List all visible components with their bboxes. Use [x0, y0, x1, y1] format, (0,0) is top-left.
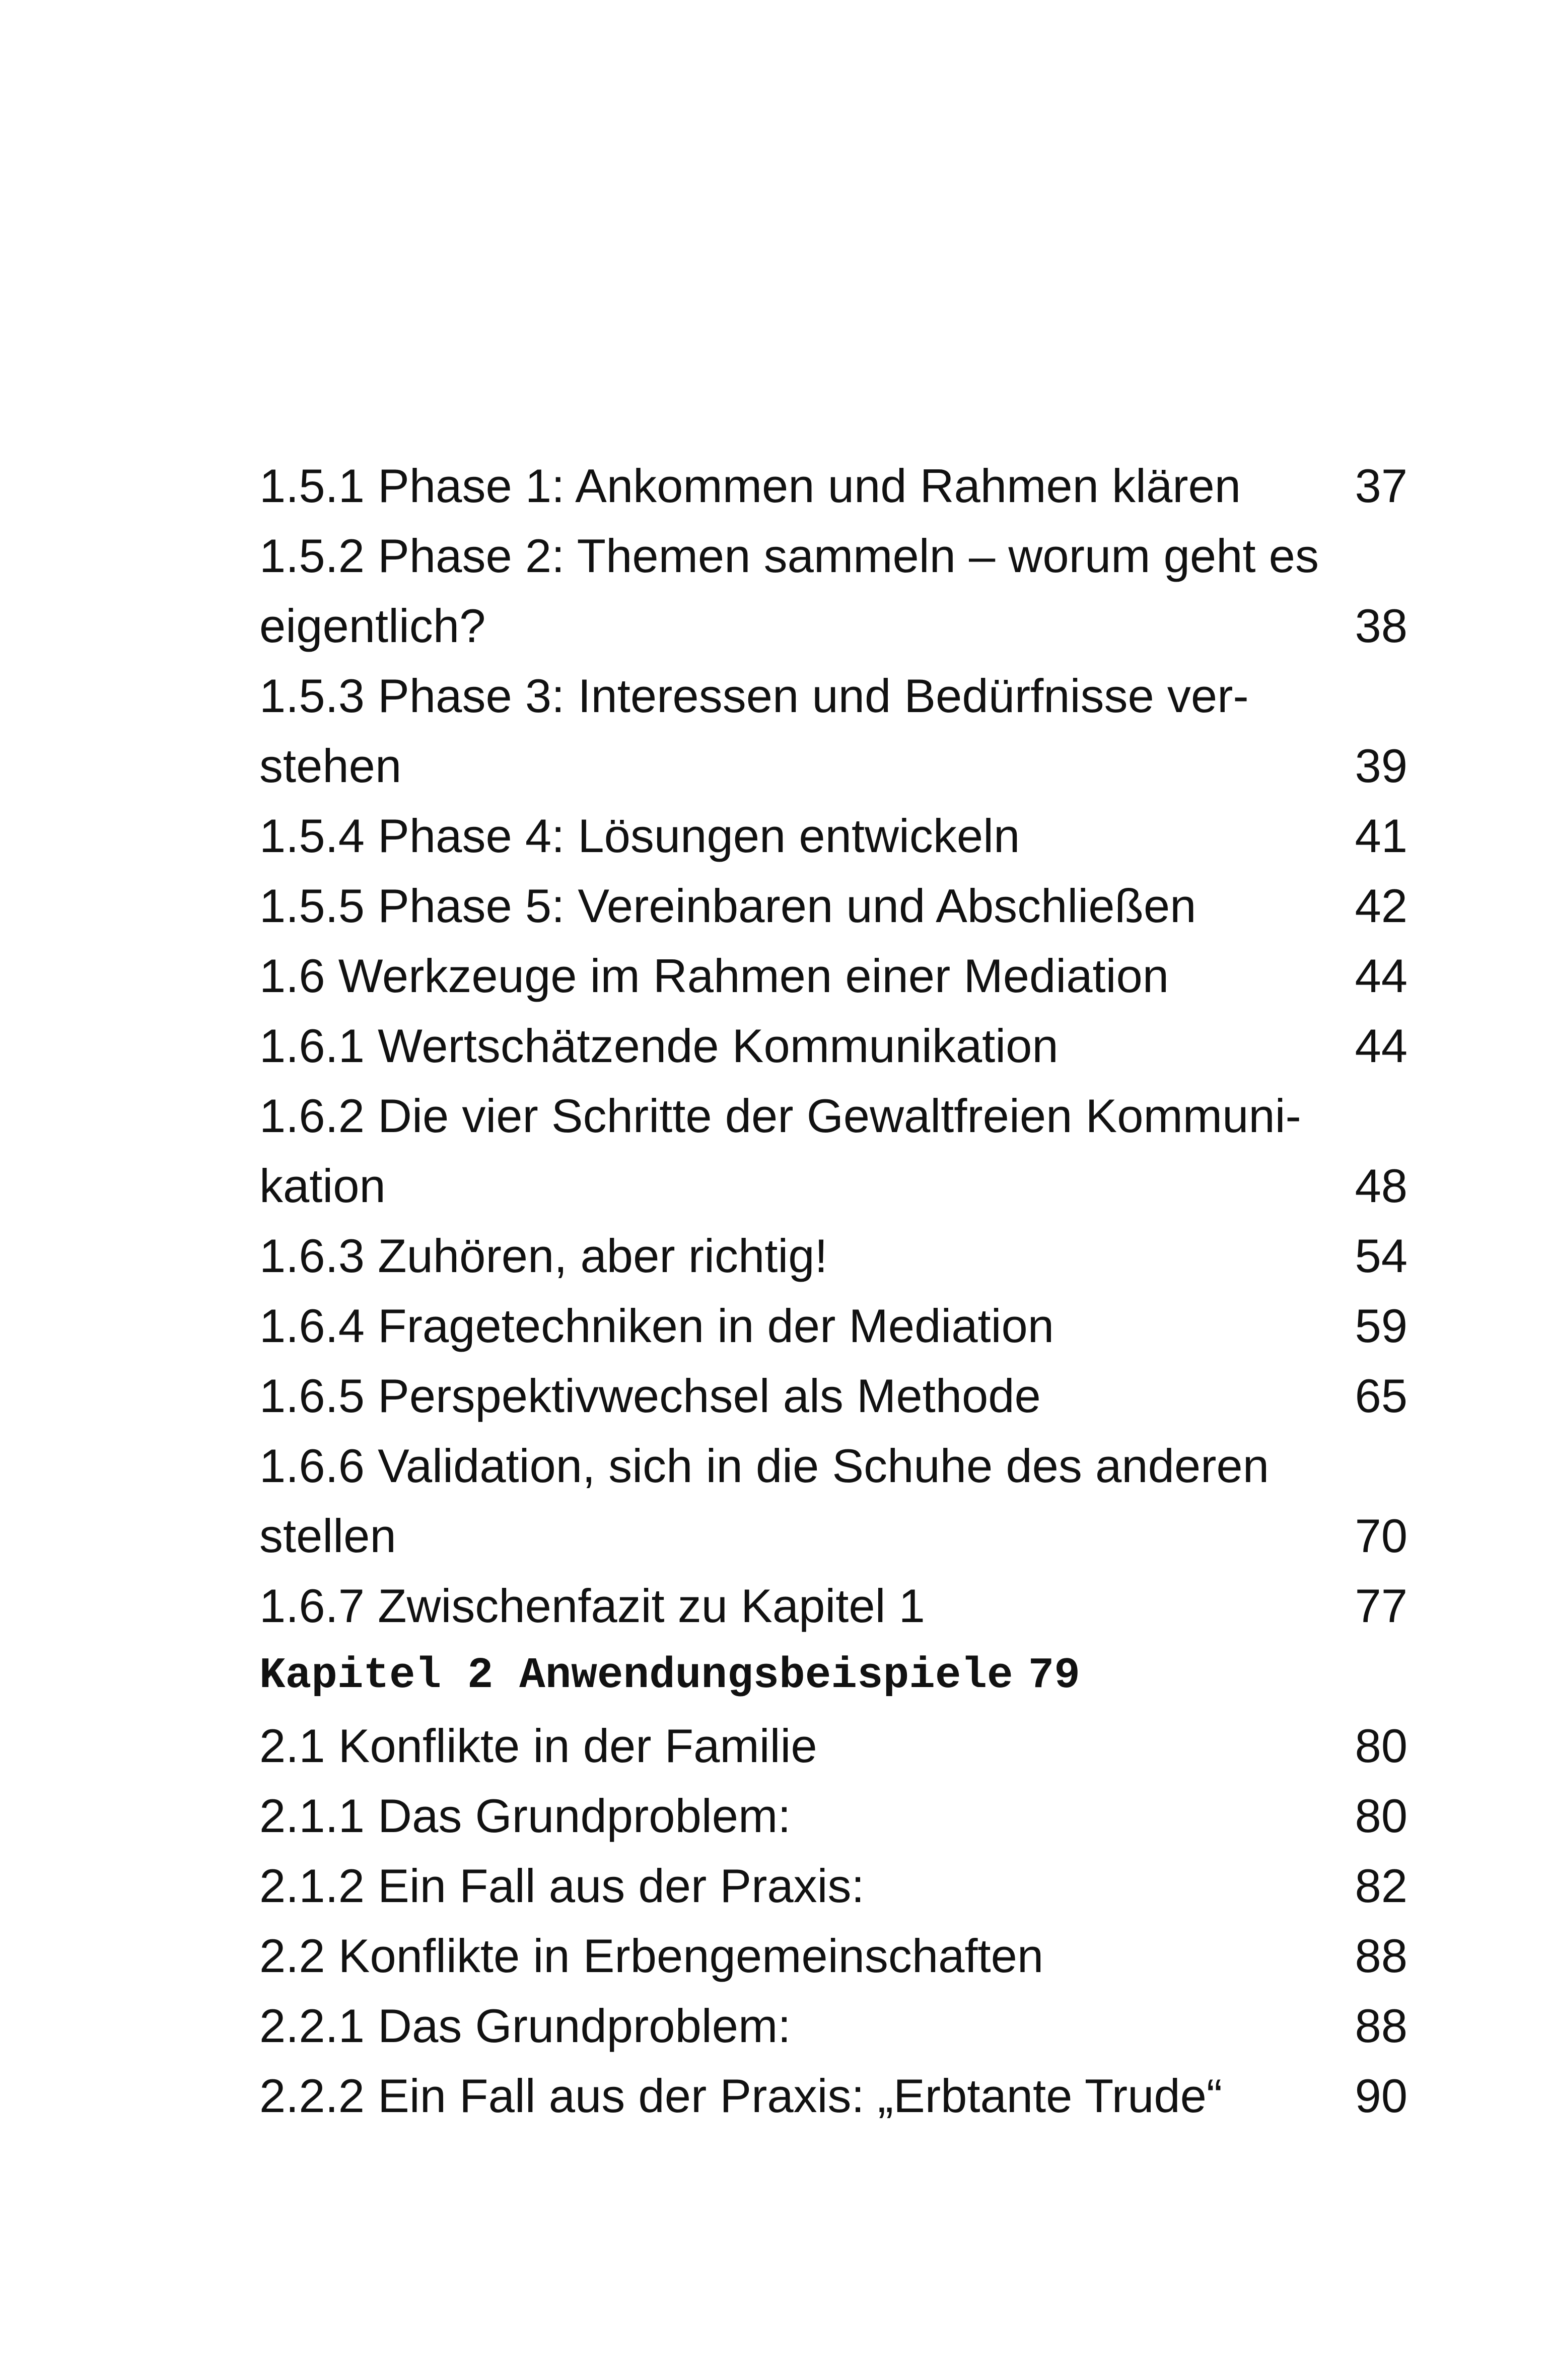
toc-entry-title: 1.5.2 Phase 2: Themen sammeln – worum geht es: [259, 529, 1319, 582]
toc-entry-title: 2.2.1 Das Grundproblem:: [259, 1999, 791, 2052]
toc-entry-title: 1.6.2 Die vier Schritte der Gewaltfreien Kommuni-: [259, 1089, 1301, 1142]
toc-entry-title: 1.5.1 Phase 1: Ankommen und Rahmen klären: [259, 459, 1241, 512]
toc-entry-page: 59: [1355, 1299, 1408, 1352]
toc-entry: [259, 661, 1408, 731]
toc-entry-title: [259, 1641, 1080, 1711]
toc-entry-page: 80: [1355, 1789, 1408, 1842]
toc-entry: [259, 1991, 1408, 2061]
toc-entry: [259, 1711, 1408, 1781]
toc-entry-title: 2.1.1 Das Grundproblem:: [259, 1789, 791, 1842]
toc-entry: [259, 1151, 1408, 1221]
toc-entry: [259, 801, 1408, 871]
toc-entry-page: 41: [1355, 809, 1408, 862]
toc-entry-page: 90: [1355, 2069, 1408, 2122]
toc-entry-title: 2.2 Konflikte in Erbengemeinschaften: [259, 1929, 1044, 1982]
toc-entry-title: 1.5.4 Phase 4: Lösungen entwickeln: [259, 809, 1020, 862]
toc-entry: [259, 2061, 1408, 2131]
toc-entry-title: 1.6 Werkzeuge im Rahmen einer Mediation: [259, 949, 1169, 1002]
toc-entry-page: 39: [1355, 739, 1408, 792]
toc-entry-page: 44: [1355, 1019, 1408, 1072]
toc-entry-title: 2.1.2 Ein Fall aus der Praxis:: [259, 1859, 865, 1912]
toc-entry: [259, 941, 1408, 1011]
toc-entry: [259, 451, 1408, 521]
toc-entry: [259, 1361, 1408, 1431]
toc-entry-title: 1.6.1 Wertschätzende Kommunikation: [259, 1019, 1059, 1072]
toc-entry-title: kation: [259, 1159, 386, 1212]
toc-entry: [259, 1501, 1408, 1571]
toc-entry-page: 38: [1355, 599, 1408, 652]
table-of-contents: [259, 451, 1408, 2131]
toc-entry: [259, 871, 1408, 941]
toc-entry-page: 79: [1028, 1651, 1080, 1700]
toc-entry: [259, 521, 1408, 591]
toc-entry: [259, 1571, 1408, 1641]
toc-entry-title: 1.5.5 Phase 5: Vereinbaren und Abschließen: [259, 879, 1197, 932]
toc-entry: [259, 1921, 1408, 1991]
toc-entry-title: stellen: [259, 1509, 396, 1562]
toc-chapter-heading: [259, 1641, 1408, 1711]
toc-entry: [259, 1851, 1408, 1921]
toc-entry-page: 88: [1355, 1929, 1408, 1982]
toc-entry: [259, 1291, 1408, 1361]
toc-entry-title: eigentlich?: [259, 599, 486, 652]
toc-entry-page: 82: [1355, 1859, 1408, 1912]
toc-entry-title: 1.6.7 Zwischenfazit zu Kapitel 1: [259, 1579, 925, 1632]
toc-entry-page: 44: [1355, 949, 1408, 1002]
toc-entry-title: 1.6.5 Perspektivwechsel als Methode: [259, 1369, 1041, 1422]
toc-entry-page: 77: [1355, 1579, 1408, 1632]
toc-entry: [259, 1011, 1408, 1081]
toc-entry: [259, 1081, 1408, 1151]
toc-chapter-title: Kapitel 2 Anwendungsbeispiele: [259, 1651, 1013, 1700]
toc-entry-title: 1.5.3 Phase 3: Interessen und Bedürfnisse ver-: [259, 669, 1249, 722]
toc-entry-page: 65: [1355, 1369, 1408, 1422]
toc-entry-page: 88: [1355, 1999, 1408, 2052]
toc-entry: [259, 1781, 1408, 1851]
toc-entry-page: 80: [1355, 1719, 1408, 1772]
toc-entry: [259, 1431, 1408, 1501]
toc-entry-page: 42: [1355, 879, 1408, 932]
toc-entry-page: 70: [1355, 1509, 1408, 1562]
toc-entry-title: 1.6.6 Validation, sich in die Schuhe des anderen: [259, 1439, 1269, 1492]
toc-entry-title: 1.6.4 Fragetechniken in der Mediation: [259, 1299, 1054, 1352]
toc-entry-page: 48: [1355, 1159, 1408, 1212]
toc-entry-title: 1.6.3 Zuhören, aber richtig!: [259, 1229, 828, 1282]
toc-entry-title: stehen: [259, 739, 402, 792]
toc-entry-title: 2.1 Konflikte in der Familie: [259, 1719, 817, 1772]
toc-entry-page: 54: [1355, 1229, 1408, 1282]
toc-entry: [259, 1221, 1408, 1291]
toc-entry-title: 2.2.2 Ein Fall aus der Praxis: „Erbtante Trude“: [259, 2069, 1223, 2122]
toc-entry-page: 37: [1355, 459, 1408, 512]
toc-entry: [259, 731, 1408, 801]
toc-entry: [259, 591, 1408, 661]
